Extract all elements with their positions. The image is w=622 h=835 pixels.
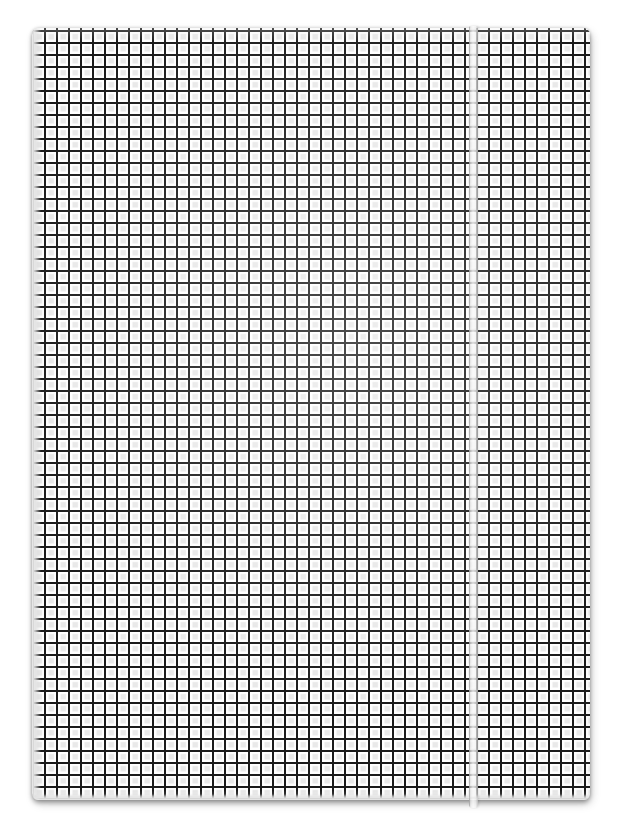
folder-bottom-edge-highlight bbox=[32, 794, 590, 800]
checkered-grid-pattern bbox=[32, 28, 590, 800]
folder-left-edge-highlight bbox=[32, 28, 41, 800]
elastic-band bbox=[469, 26, 478, 808]
elastic-band-sheen bbox=[469, 26, 478, 808]
folder-cover bbox=[32, 28, 590, 800]
